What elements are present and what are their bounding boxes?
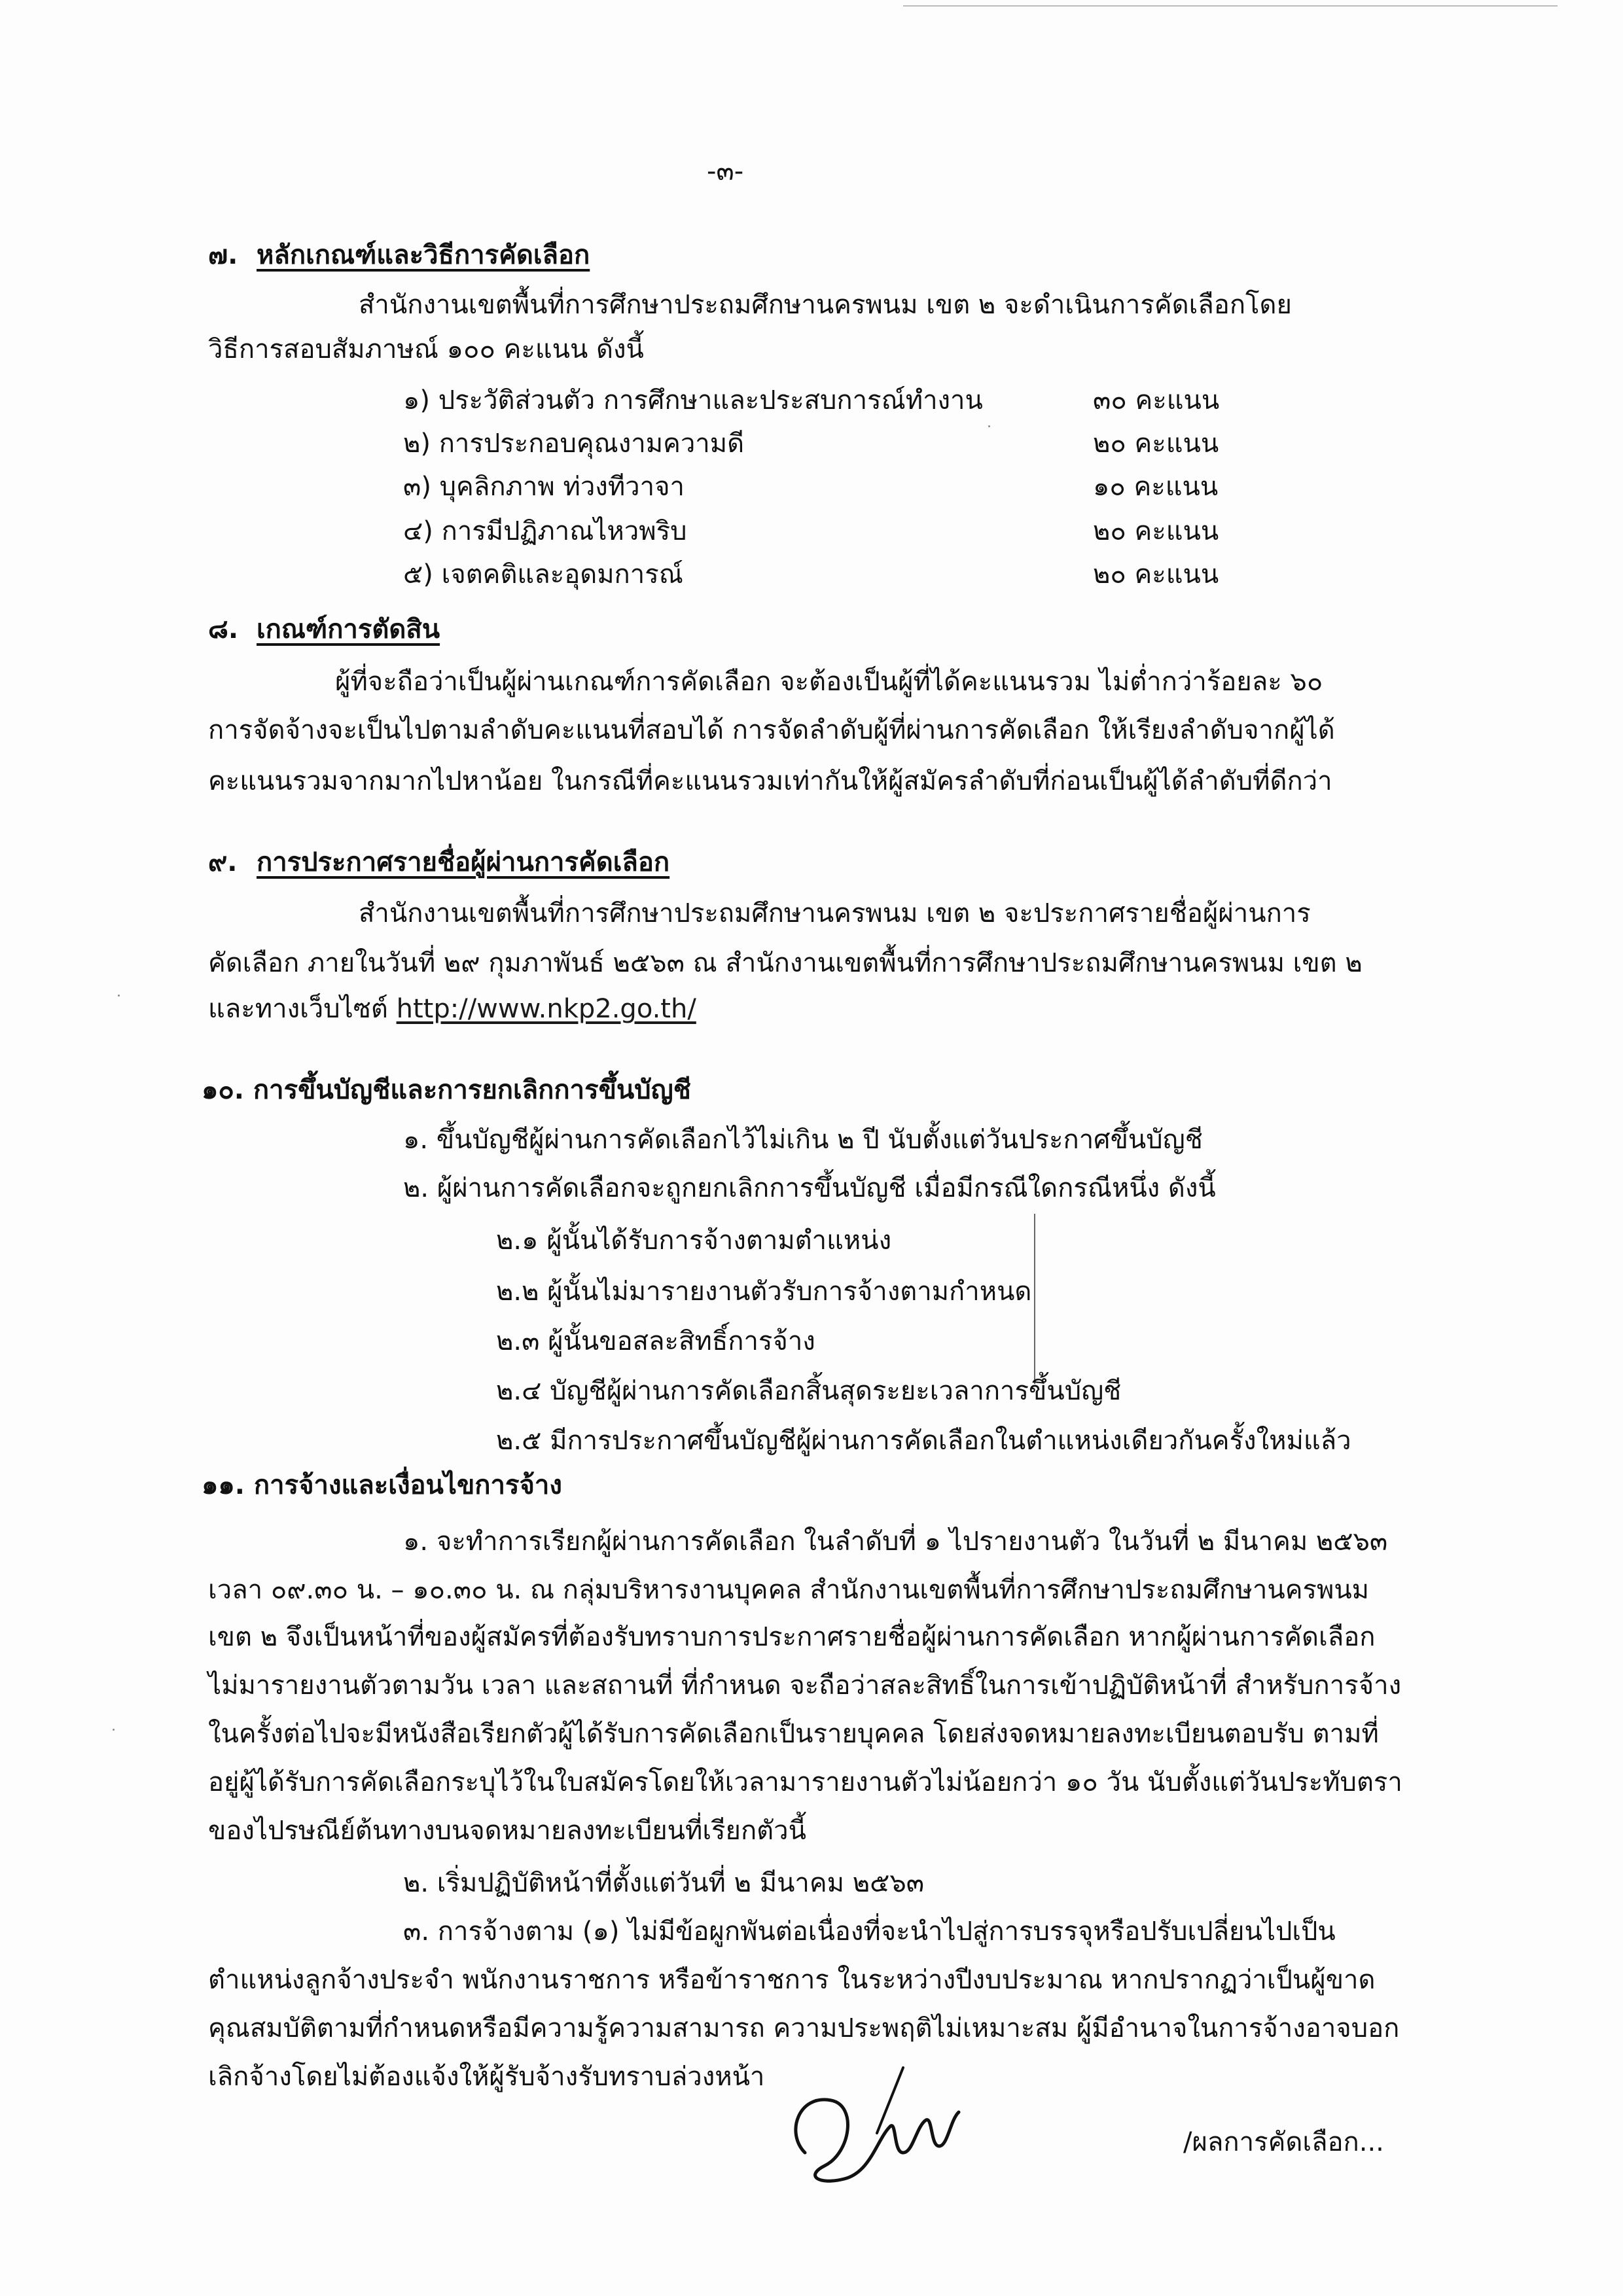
- section10-subitem: ๒.๔ บัญชีผู้ผ่านการคัดเลือกสิ้นสุดระยะเวลาการขึ้นบัญชี: [496, 1376, 1122, 1406]
- section8-line2: การจัดจ้างจะเป็นไปตามลำดับคะแนนที่สอบได้ การจัดลำดับผู้ที่ผ่านการคัดเลือก ให้เรียงลำดับจากผู้ได้: [208, 715, 1335, 745]
- section10-subitem: ๒.๓ ผู้นั้นขอสละสิทธิ์การจ้าง: [496, 1326, 815, 1356]
- section7-heading: หลักเกณฑ์และวิธีการคัดเลือก: [257, 240, 590, 270]
- section11-p1-line: ๑. จะทำการเรียกผู้ผ่านการคัดเลือก ในลำดับที่ ๑ ไปรายงานตัว ในวันที่ ๒ มีนาคม ๒๕๖๓: [403, 1527, 1388, 1557]
- section10-subitem: ๒.๕ มีการประกาศขึ้นบัญชีผู้ผ่านการคัดเลือกในตำแหน่งเดียวกันครั้งใหม่แล้ว: [496, 1426, 1351, 1456]
- section7-paragraph-line1: สำนักงานเขตพื้นที่การศึกษาประถมศึกษานครพนม เขต ๒ จะดำเนินการคัดเลือกโดย: [359, 290, 1292, 320]
- section8-line1: ผู้ที่จะถือว่าเป็นผู้ผ่านเกณฑ์การคัดเลือก จะต้องเป็นผู้ที่ได้คะแนนรวม ไม่ต่ำกว่าร้อยละ ๖๐: [335, 667, 1323, 697]
- section8-number: ๘.: [208, 614, 239, 645]
- scan-speck: [113, 1729, 115, 1731]
- scan-fold-line: [1034, 1214, 1035, 1384]
- website-link[interactable]: http://www.nkp2.go.th/: [396, 994, 696, 1024]
- section9-line1: สำนักงานเขตพื้นที่การศึกษาประถมศึกษานครพนม เขต ๒ จะประกาศรายชื่อผู้ผ่านการ: [359, 898, 1311, 928]
- criteria-item-score: ๑๐ คะแนน: [1093, 472, 1219, 502]
- criteria-item-score: ๒๐ คะแนน: [1093, 516, 1219, 546]
- section10-subitem: ๒.๑ ผู้นั้นได้รับการจ้างตามตำแหน่ง: [496, 1226, 892, 1256]
- section11-p1-line: ในครั้งต่อไปจะมีหนังสือเรียกตัวผู้ได้รับการคัดเลือกเป็นรายบุคคล โดยส่งจดหมายลงทะเบียนตอบรับ ตามที่: [208, 1719, 1379, 1749]
- page-number: -๓-: [707, 156, 744, 186]
- section11-p3-line: ตำแหน่งลูกจ้างประจำ พนักงานราชการ หรือข้าราชการ ในระหว่างปีงบประมาณ หากปรากฏว่าเป็นผู้ขาด: [208, 1965, 1376, 1995]
- criteria-item-score: ๓๐ คะแนน: [1093, 385, 1220, 415]
- scan-speck: [988, 425, 990, 427]
- scan-speck: [118, 995, 120, 997]
- section11-p3-line: ๓. การจ้างตาม (๑) ไม่มีข้อผูกพันต่อเนื่องที่จะนำไปสู่การบรรจุหรือปรับเปลี่ยนไปเป็น: [403, 1916, 1336, 1947]
- criteria-item-label: ๑) ประวัติส่วนตัว การศึกษาและประสบการณ์ทำงาน: [403, 385, 983, 415]
- section11-p1-line: เวลา ๐๙.๓๐ น. – ๑๐.๓๐ น. ณ กลุ่มบริหารงานบุคคล สำนักงานเขตพื้นที่การศึกษาประถมศึกษานครพนม: [208, 1575, 1370, 1605]
- criteria-item-score: ๒๐ คะแนน: [1093, 559, 1219, 590]
- section9-number: ๙.: [208, 847, 238, 877]
- section8-heading: เกณฑ์การตัดสิน: [257, 614, 440, 645]
- signature-scribble: [779, 2055, 975, 2192]
- criteria-item-label: ๓) บุคลิกภาพ ท่วงทีวาจา: [403, 472, 685, 502]
- section9-line3: [208, 992, 696, 1026]
- section11-p1-line: ไม่มารายงานตัวตามวัน เวลา และสถานที่ ที่กำหนด จะถือว่าสละสิทธิ์ในการเข้าปฏิบัติหน้าที่ สำหรับการจ้าง: [208, 1670, 1402, 1701]
- section11-p1-line: อยู่ผู้ได้รับการคัดเลือกระบุไว้ในใบสมัครโดยให้เวลามารายงานตัวไม่น้อยกว่า ๑๐ วัน นับตั้งแต่วันประทับตรา: [208, 1767, 1402, 1797]
- section9-line2: คัดเลือก ภายในวันที่ ๒๙ กุมภาพันธ์ ๒๕๖๓ ณ สำนักงานเขตพื้นที่การศึกษาประถมศึกษานครพนม เขต ๒: [208, 948, 1363, 978]
- criteria-item-label: ๕) เจตคติและอุดมการณ์: [403, 559, 683, 590]
- criteria-item-label: ๒) การประกอบคุณงามความดี: [403, 429, 745, 459]
- section11-p2: ๒. เริ่มปฏิบัติหน้าที่ตั้งแต่วันที่ ๒ มีนาคม ๒๕๖๓: [403, 1868, 925, 1898]
- section10-item2: ๒. ผู้ผ่านการคัดเลือกจะถูกยกเลิกการขึ้นบัญชี เมื่อมีกรณีใดกรณีหนึ่ง ดังนี้: [403, 1173, 1216, 1203]
- section7-paragraph-line2: วิธีการสอบสัมภาษณ์ ๑๐๐ คะแนน ดังนี้: [208, 334, 644, 364]
- section9-heading: การประกาศรายชื่อผู้ผ่านการคัดเลือก: [257, 847, 670, 877]
- section11-p1-line: ของไปรษณีย์ต้นทางบนจดหมายลงทะเบียนที่เรียกตัวนี้: [208, 1816, 806, 1846]
- section10-subitem: ๒.๒ ผู้นั้นไม่มารายงานตัวรับการจ้างตามกำหนด: [496, 1277, 1032, 1307]
- section10-item1: ๑. ขึ้นบัญชีผู้ผ่านการคัดเลือกไว้ไม่เกิน ๒ ปี นับตั้งแต่วันประกาศขึ้นบัญชี: [403, 1125, 1203, 1155]
- section11-p3-line: คุณสมบัติตามที่กำหนดหรือมีความรู้ความสามารถ ความประพฤติไม่เหมาะสม ผู้มีอำนาจในการจ้างอาจบอก: [208, 2013, 1400, 2043]
- scan-edge-line: [903, 5, 1558, 7]
- section9-line3-prefix: และทางเว็บไซต์: [208, 994, 397, 1024]
- criteria-item-label: ๔) การมีปฏิภาณไหวพริบ: [403, 516, 687, 546]
- continuation-note: /ผลการคัดเลือก...: [1183, 2127, 1384, 2157]
- section11-heading: ๑๑. การจ้างและเงื่อนไขการจ้าง: [202, 1470, 562, 1500]
- section7-number: ๗.: [208, 240, 238, 270]
- section8-line3: คะแนนรวมจากมากไปหาน้อย ในกรณีที่คะแนนรวมเท่ากันให้ผู้สมัครลำดับที่ก่อนเป็นผู้ได้ลำดับที่ดีกว่า: [208, 766, 1332, 796]
- section10-heading: ๑๐. การขึ้นบัญชีและการยกเลิกการขึ้นบัญชี: [202, 1075, 691, 1105]
- section11-p3-line: เลิกจ้างโดยไม่ต้องแจ้งให้ผู้รับจ้างรับทราบล่วงหน้า: [208, 2062, 765, 2092]
- criteria-item-score: ๒๐ คะแนน: [1093, 429, 1219, 459]
- section11-p1-line: เขต ๒ จึงเป็นหน้าที่ของผู้สมัครที่ต้องรับทราบการประกาศรายชื่อผู้ผ่านการคัดเลือก หากผู้ผ่านการคัดเลือก: [208, 1622, 1376, 1652]
